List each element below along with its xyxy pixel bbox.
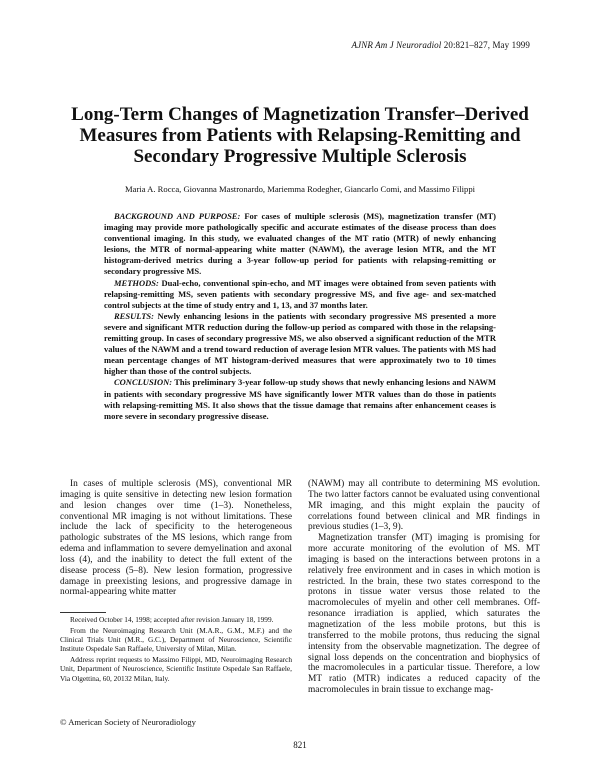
methods-text: Dual-echo, conventional spin-echo, and MT images were obtained from seven patients with relapsing-remitting MS, seven patients with secondary progressive MS, and five age- and sex-matched control subjects at the time of study entry and 1, 13, and 37 months later. [104,277,497,310]
methods-label: METHODS: [114,277,159,288]
abstract-background [104,211,496,278]
body-paragraph: (NAWM) may all contribute to determining MS evolution. The two latter factors cannot be evaluated using conventional MR imaging, and this might explain the paucity of correlations found between clinical and MR findings in previous studies (1–3, 9). [308,479,540,533]
body-paragraph: In cases of multiple sclerosis (MS), conventional MR imaging is quite sensitive in detecting new lesion formation and lesion changes over time (1–3). Nonetheless, conventional MR imaging is not without limitations. These include the lack of specificity to the heterogeneous pathologic substrates of the MS lesions, which range from edema and inflammation to severe demyelination and axonal loss (4), and the inability to detect the full extent of the disease process (5–8). New lesion formation, progressive damage in preexisting lesions, and progressive damage in normal-appearing white matter [60,479,292,598]
page-number: 821 [293,740,307,750]
results-text: Newly enhancing lesions in the patients with secondary progressive MS presented a more severe and significant MTR reduction during the follow-up period as compared with those in the relapsing-remitting group. In cases of secondary progressive MS, we also observed a significant reduction of the MTR values of the NAWM and a trend toward reduction of average lesion MTR values. The patients with MS had mean percentage changes of MT histogram-derived measures that were approximately two to 10 times higher than those of the control subjects. [104,310,497,377]
journal-citation: 20:821–827, May 1999 [443,40,530,50]
results-label: RESULTS: [114,310,154,321]
journal-name: AJNR Am J Neuroradiol [351,40,442,50]
body-paragraph: Magnetization transfer (MT) imaging is promising for more accurate monitoring of the evolution of MS. MT imaging is based on the interactions between protons in a relatively free environment and in cases in which motion is restricted. In the brain, these two states correspond to the protons in tissue water versus those related to the macromolecules of myelin and other cell membranes. Off-resonance irradiation is applied, which saturates the magnetization of the less mobile protons, but this is transferred to the mobile protons, thus reducing the signal intensity from the observable magnetization. The degree of signal loss depends on the concentration and biophysics of the macromolecules in a particular tissue. Therefore, a low MT ratio (MTR) indicates a reduced capacity of the macromolecules in brain tissue to exchange mag- [308,533,540,696]
reprint-note: Address reprint requests to Massimo Filippi, MD, Neuroimaging Research Unit, Department of Neuroscience, Scientific Institute Ospedale San Raffaele, Via Olgettina, 60, 20132 Milan, Italy. [60,655,292,683]
conclusion-label: CONCLUSION: [114,377,173,388]
copyright: © American Society of Neuroradiology [60,717,196,727]
footnote-divider [60,612,106,613]
footnotes [60,615,292,685]
author-list: Maria A. Rocca, Giovanna Mastronardo, Mariemma Rodegher, Giancarlo Comi, and Massimo Filippi [124,184,475,194]
conclusion-text: This preliminary 3-year follow-up study shows that newly enhancing lesions and NAWM in patients with secondary progressive MS have significantly lower MTR values than do those in patients with relapsing-remitting MS. It also shows that the tissue damage that remains after enhancement ceases is more severe in secondary progressive disease. [104,377,496,421]
body-column-right [308,479,540,696]
article-title: Long-Term Changes of Magnetization Transfer–Derived Measures from Patients with Relapsing-Remitting and Secondary Progressive Multiple Sclerosis [71,104,529,167]
abstract-conclusion [104,377,496,421]
abstract-methods [104,278,496,311]
body-column-left [60,479,292,598]
background-text: For cases of multiple sclerosis (MS), magnetization transfer (MT) imaging may provide more pathologically specific and accurate estimates of the disease process than does conventional imaging. In this study, we evaluated changes of the MT ratio (MTR) of newly enhancing lesions, the MTR of normal-appearing white matter (NAWM), the average lesion MTR, and the MT histogram-derived metrics during a 3-year follow-up period for patients with relapsing-remitting or secondary progressive MS. [104,211,496,277]
background-label: BACKGROUND AND PURPOSE: [114,211,241,221]
journal-header [352,40,530,50]
abstract [104,211,496,422]
affiliation-note: From the Neuroimaging Research Unit (M.A.R., G.M., M.F.) and the Clinical Trials Unit (M.R., G.C.), Department of Neuroscience, Scientific Institute Ospedale San Raffaele, University of Milan, Milan. [60,626,292,654]
received-note: Received October 14, 1998; accepted after revision January 18, 1999. [70,615,274,624]
abstract-results [104,311,496,378]
